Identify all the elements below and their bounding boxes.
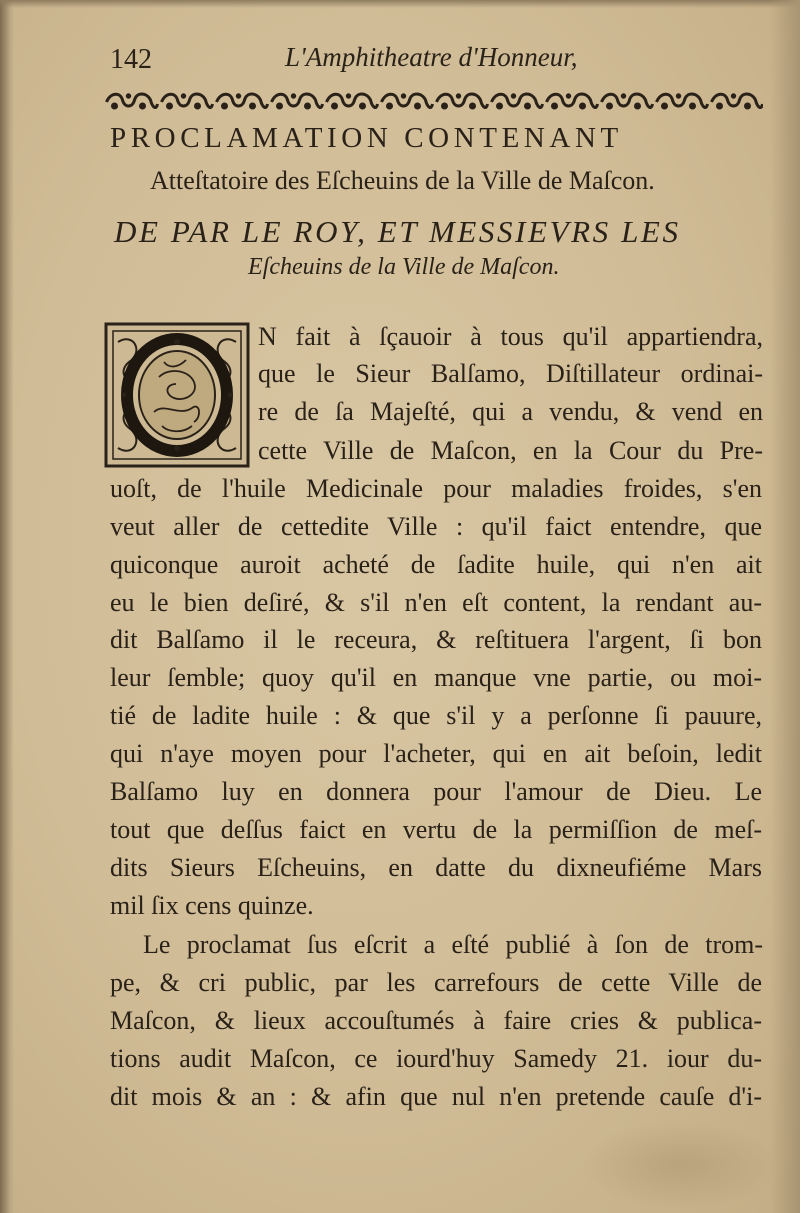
proclamation-subheading: Atteſtatoire des Eſcheuins de la Ville de Maſcon. bbox=[150, 166, 655, 195]
paper-stain bbox=[580, 1120, 780, 1210]
body-line: Balſamo luy en donnera pour l'amour de Dieu. Le bbox=[110, 777, 762, 806]
body-line: Maſcon, & lieux accouſtumés à faire cries & publica- bbox=[110, 1006, 762, 1035]
body-line: dit mois & an : & afin que nul n'en pretende cauſe d'i- bbox=[110, 1082, 762, 1111]
fleuron-icon bbox=[107, 94, 158, 109]
running-head bbox=[110, 40, 760, 80]
page-right-edge bbox=[770, 0, 800, 1213]
body-line: tions audit Maſcon, ce iourd'huy Samedy 21. iour du- bbox=[110, 1044, 762, 1073]
fleuron-icon bbox=[272, 94, 323, 109]
fleuron-icon bbox=[712, 94, 763, 109]
decorated-initial-o-icon bbox=[104, 322, 250, 468]
body-line: eu le bien deſiré, & s'il n'en eſt content, la rendant au- bbox=[110, 588, 762, 617]
page-number: 142 bbox=[110, 44, 152, 75]
body-line: N fait à ſçauoir à tous qu'il appartiendra, bbox=[258, 322, 763, 351]
fleuron-icon bbox=[382, 94, 433, 109]
fleuron-icon bbox=[217, 94, 268, 109]
fleuron-icon bbox=[492, 94, 543, 109]
body-line: mil ſix cens quinze. bbox=[110, 891, 314, 920]
body-line: veut aller de cettedite Ville : qu'il faict entendre, que bbox=[110, 512, 762, 541]
fleuron-icon bbox=[657, 94, 708, 109]
ornament-band-icon bbox=[103, 88, 763, 116]
decree-line-1: DE PAR LE ROY, ET MESSIEVRS LES bbox=[114, 214, 681, 249]
running-title: L'Amphitheatre d'Honneur, bbox=[285, 42, 578, 72]
decree-line-2: Eſcheuins de la Ville de Maſcon. bbox=[248, 254, 560, 280]
body-line: tié de ladite huile : & que s'il y a perſonne ſi pauure, bbox=[110, 701, 762, 730]
body-line: quiconque auroit acheté de ſadite huile, qui n'en ait bbox=[110, 550, 762, 579]
body-line: cette Ville de Maſcon, en la Cour du Pre- bbox=[258, 436, 763, 465]
body-line: dit Balſamo il le receura, & reſtituera l'argent, ſi bon bbox=[110, 625, 762, 654]
body-line: dits Sieurs Eſcheuins, en datte du dixneufiéme Mars bbox=[110, 853, 762, 882]
body-line: re de ſa Majeſté, qui a vendu, & vend en bbox=[258, 397, 763, 426]
proclamation-heading: PROCLAMATION CONTENANT bbox=[110, 122, 623, 154]
body-line: Le proclamat ſus eſcrit a eſté publié à ſon de trom- bbox=[143, 930, 763, 959]
body-line: leur ſemble; quoy qu'il en manque vne partie, ou moi- bbox=[110, 663, 762, 692]
fleuron-icon bbox=[547, 94, 598, 109]
body-line: uoſt, de l'huile Medicinale pour maladies froides, s'en bbox=[110, 474, 762, 503]
body-line: pe, & cri public, par les carrefours de cette Ville de bbox=[110, 968, 762, 997]
fleuron-icon bbox=[437, 94, 488, 109]
fleuron-icon bbox=[602, 94, 653, 109]
fleuron-icon bbox=[162, 94, 213, 109]
page-gutter-shadow bbox=[0, 0, 14, 1213]
body-line: qui n'aye moyen pour l'acheter, qui en ait beſoin, ledit bbox=[110, 739, 762, 768]
page-top-shadow bbox=[0, 0, 800, 8]
fleuron-icon bbox=[327, 94, 378, 109]
body-line: que le Sieur Balſamo, Diſtillateur ordinai- bbox=[258, 359, 763, 388]
body-line: tout que deſſus faict en vertu de la permiſſion de meſ- bbox=[110, 815, 762, 844]
